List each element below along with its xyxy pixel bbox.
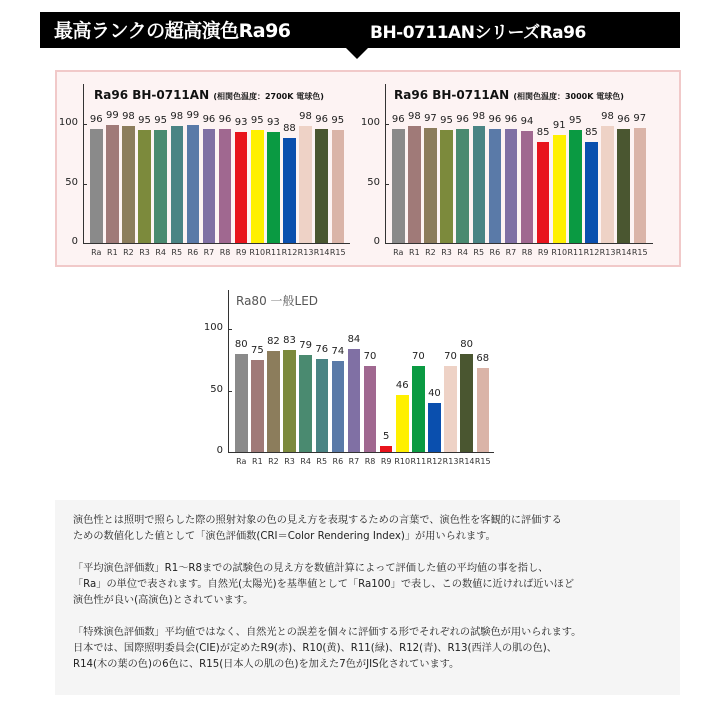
chart-title [236,292,318,309]
x-tick-label: R13 [599,248,616,257]
bar-r2 [424,128,437,243]
description-line: 演色性が良い(高演色)とされています。 [73,595,254,606]
x-tick-label: R2 [123,248,134,257]
bar-r6 [332,361,345,452]
bar-r8 [364,366,377,452]
description-box [55,500,680,695]
bar-value: 99 [186,110,200,122]
description-line: R14(木の葉の色)の6色に、R15(日本人の肌の色)を加えた7色がJIS化されています。 [73,659,460,670]
x-tick-label: R3 [139,248,150,257]
bar-value: 96 [391,113,405,125]
y-tick [228,452,232,453]
x-tick-label: R13 [297,248,314,257]
bar-r14 [315,129,328,243]
x-tick-label: R5 [473,248,485,257]
y-axis [385,84,386,243]
bar-value: 46 [395,380,409,392]
x-tick-label: R5 [316,457,328,466]
y-tick-label: 100 [203,322,223,333]
bar-value: 76 [315,343,329,355]
description-line: ための数値化した値として「演色評価数(CRI＝Color Rendering Index)」が用いられます。 [73,531,496,542]
x-tick-label: R9 [537,248,549,257]
x-axis [83,243,350,244]
chart-title-main: Ra96 BH-0711AN [94,88,210,102]
description-line: 「Ra」の単位で表されます。自然光(太陽光)を基準値として「Ra100」で表し、この数値に近ければ近いほど [73,579,575,590]
bar-value: 97 [633,112,647,124]
y-tick-label: 0 [216,445,223,456]
header-banner [40,12,680,48]
x-tick-label: R15 [631,248,648,257]
x-tick-label: R11 [410,457,427,466]
y-tick [228,391,232,392]
bar-value: 70 [363,350,377,362]
x-tick-label: R11 [265,248,282,257]
description-line: 日本では、国際照明委員会(CIE)が定めたR9(赤)、R10(黄)、R11(緑)、R12(青)、R13(西洋人の肌の色)、 [73,643,557,654]
description-line: 「特殊演色評価数」平均値ではなく、自然光との誤差を個々に評価する形でそれぞれの試験色が用いられます。 [73,627,582,638]
x-tick-label: R11 [567,248,584,257]
y-tick [385,184,389,185]
x-tick-label: R3 [284,457,295,466]
bar-r7 [203,129,216,243]
x-tick-label: R8 [364,457,376,466]
x-tick-label: R2 [268,457,279,466]
bar-value: 68 [476,353,490,365]
x-tick-label: R4 [300,457,311,466]
chart-title-main: Ra96 BH-0711AN [394,88,510,102]
bar-r9 [235,132,248,243]
bar-value: 85 [585,126,598,138]
bar-r14 [460,354,473,452]
chart-subtitle: (相関色温度：2700K 電球色) [213,92,324,101]
banner-arrow-icon [346,48,368,59]
bar-value: 80 [460,338,473,350]
bar-value: 99 [105,110,119,122]
x-tick-label: R12 [583,248,600,257]
bar-value: 70 [444,350,457,362]
x-tick-label: R6 [489,248,501,257]
bar-value: 82 [267,336,280,348]
bar-r3 [283,350,296,452]
bar-value: 98 [472,111,486,123]
bar-ra [90,129,103,243]
bar-value: 83 [283,334,296,346]
x-axis [385,243,653,244]
bar-r10 [251,130,264,243]
y-tick-label: 0 [373,236,380,247]
bar-r1 [408,126,421,243]
description-paragraph [73,561,662,609]
bar-value: 96 [218,113,232,125]
bar-r1 [106,125,119,243]
y-tick-label: 100 [360,117,380,128]
bar-r8 [521,131,534,243]
x-tick-label: R1 [107,248,118,257]
bar-value: 91 [552,119,566,131]
bar-value: 93 [234,117,248,129]
bar-value: 98 [601,111,614,123]
bar-value: 98 [407,111,421,123]
y-axis [228,290,229,452]
bar-value: 94 [520,116,534,128]
x-tick-label: R7 [203,248,215,257]
bar-r12 [283,138,296,243]
y-tick-label: 0 [71,236,78,247]
bar-value: 96 [488,113,502,125]
bar-value: 70 [411,350,425,362]
y-tick-label: 50 [367,176,380,188]
bar-value: 75 [250,344,264,356]
bar-value: 97 [424,112,437,124]
bar-r11 [412,366,425,452]
bar-r13 [299,126,312,243]
bar-value: 98 [299,111,312,123]
chart-title [394,88,624,102]
chart-title-main: Ra80 一般LED [236,294,319,308]
bar-r2 [122,126,135,243]
bar-value: 96 [617,113,630,125]
bar-r13 [601,126,614,243]
bar-r9 [380,446,393,452]
bar-r7 [348,349,361,452]
bar-value: 98 [170,111,184,123]
description-paragraph [73,625,662,673]
banner-title-right: BH-0711ANシリーズRa96 [370,23,586,43]
bar-value: 96 [89,113,103,125]
x-tick-label: R15 [474,457,491,466]
bar-value: 84 [347,333,361,345]
bar-r9 [537,142,550,243]
x-tick-label: R14 [615,248,632,257]
x-tick-label: R10 [551,248,568,257]
x-tick-label: R4 [155,248,166,257]
x-tick-label: R1 [252,457,263,466]
bar-r7 [505,129,518,243]
x-tick-label: Ra [236,457,247,466]
y-tick-label: 50 [210,383,223,395]
x-tick-label: R15 [329,248,346,257]
x-tick-label: R1 [409,248,420,257]
x-tick-label: R12 [426,457,443,466]
bar-r3 [138,130,151,243]
bar-r4 [456,129,469,243]
bar-r5 [171,126,184,243]
bar-value: 95 [568,114,582,126]
x-tick-label: R5 [171,248,183,257]
bar-value: 40 [428,387,441,399]
x-tick-label: R7 [505,248,517,257]
bar-r4 [299,355,312,452]
bar-value: 5 [382,430,390,442]
x-tick-label: R2 [425,248,436,257]
x-tick-label: R7 [348,457,360,466]
x-tick-label: R14 [458,457,475,466]
bar-value: 96 [202,113,216,125]
bar-r6 [489,129,502,243]
x-tick-label: R9 [380,457,392,466]
bar-value: 96 [504,113,518,125]
bar-r11 [569,130,582,243]
bar-value: 80 [234,338,248,350]
bar-value: 79 [299,339,312,351]
chart-subtitle: (相関色温度：3000K 電球色) [513,92,624,101]
x-tick-label: R9 [235,248,247,257]
description-line: 「平均演色評価数」R1～R8までの試験色の見え方を数値計算によって評価した値の平均値の事を指し、 [73,563,549,574]
y-tick [83,243,87,244]
bar-r12 [428,403,441,452]
bar-r15 [477,368,490,452]
description-line: 演色性とは照明で照らした際の照射対象の色の見え方を表現するための言葉で、演色性を客観的に評価する [73,515,562,526]
bar-r5 [316,359,329,452]
bar-r5 [473,126,486,243]
bar-r10 [396,395,409,452]
bar-value: 95 [138,114,151,126]
y-tick-label: 50 [65,176,78,188]
bar-r4 [154,130,167,243]
x-tick-label: R3 [441,248,452,257]
x-tick-label: R10 [249,248,266,257]
bar-value: 95 [440,114,453,126]
bar-value: 95 [331,114,345,126]
y-tick [385,243,389,244]
bar-value: 74 [331,345,345,357]
bar-r12 [585,142,598,243]
bar-r1 [251,360,264,452]
y-axis [83,84,84,243]
bar-r13 [444,366,457,452]
bar-r3 [440,130,453,243]
chart-title [94,88,324,102]
bar-r10 [553,135,566,243]
bar-ra [235,354,248,452]
x-axis [228,452,494,453]
bar-r11 [267,132,280,243]
bar-r8 [219,129,232,243]
y-tick [83,184,87,185]
y-tick [228,329,232,330]
bar-value: 98 [122,111,135,123]
bar-value: 93 [266,117,280,129]
x-tick-label: R6 [332,457,344,466]
x-tick-label: Ra [393,248,404,257]
x-tick-label: R14 [313,248,330,257]
x-tick-label: R4 [457,248,468,257]
bar-r15 [332,130,345,243]
bar-r15 [634,128,647,243]
bar-value: 96 [456,113,469,125]
bar-value: 85 [536,126,550,138]
x-tick-label: R6 [187,248,199,257]
bar-ra [392,129,405,243]
x-tick-label: R13 [442,457,459,466]
description-paragraph [73,513,662,545]
x-tick-label: Ra [91,248,102,257]
x-tick-label: R8 [219,248,231,257]
bar-r2 [267,351,280,452]
bar-value: 95 [154,114,167,126]
bar-value: 96 [315,113,328,125]
x-tick-label: R10 [394,457,411,466]
banner-title-left: 最高ランクの超高演色Ra96 [54,20,291,42]
bar-value: 95 [250,114,264,126]
y-tick-label: 100 [58,117,78,128]
bar-value: 88 [283,123,296,135]
x-tick-label: R8 [521,248,533,257]
x-tick-label: R12 [281,248,298,257]
bar-r6 [187,125,200,243]
bar-r14 [617,129,630,243]
